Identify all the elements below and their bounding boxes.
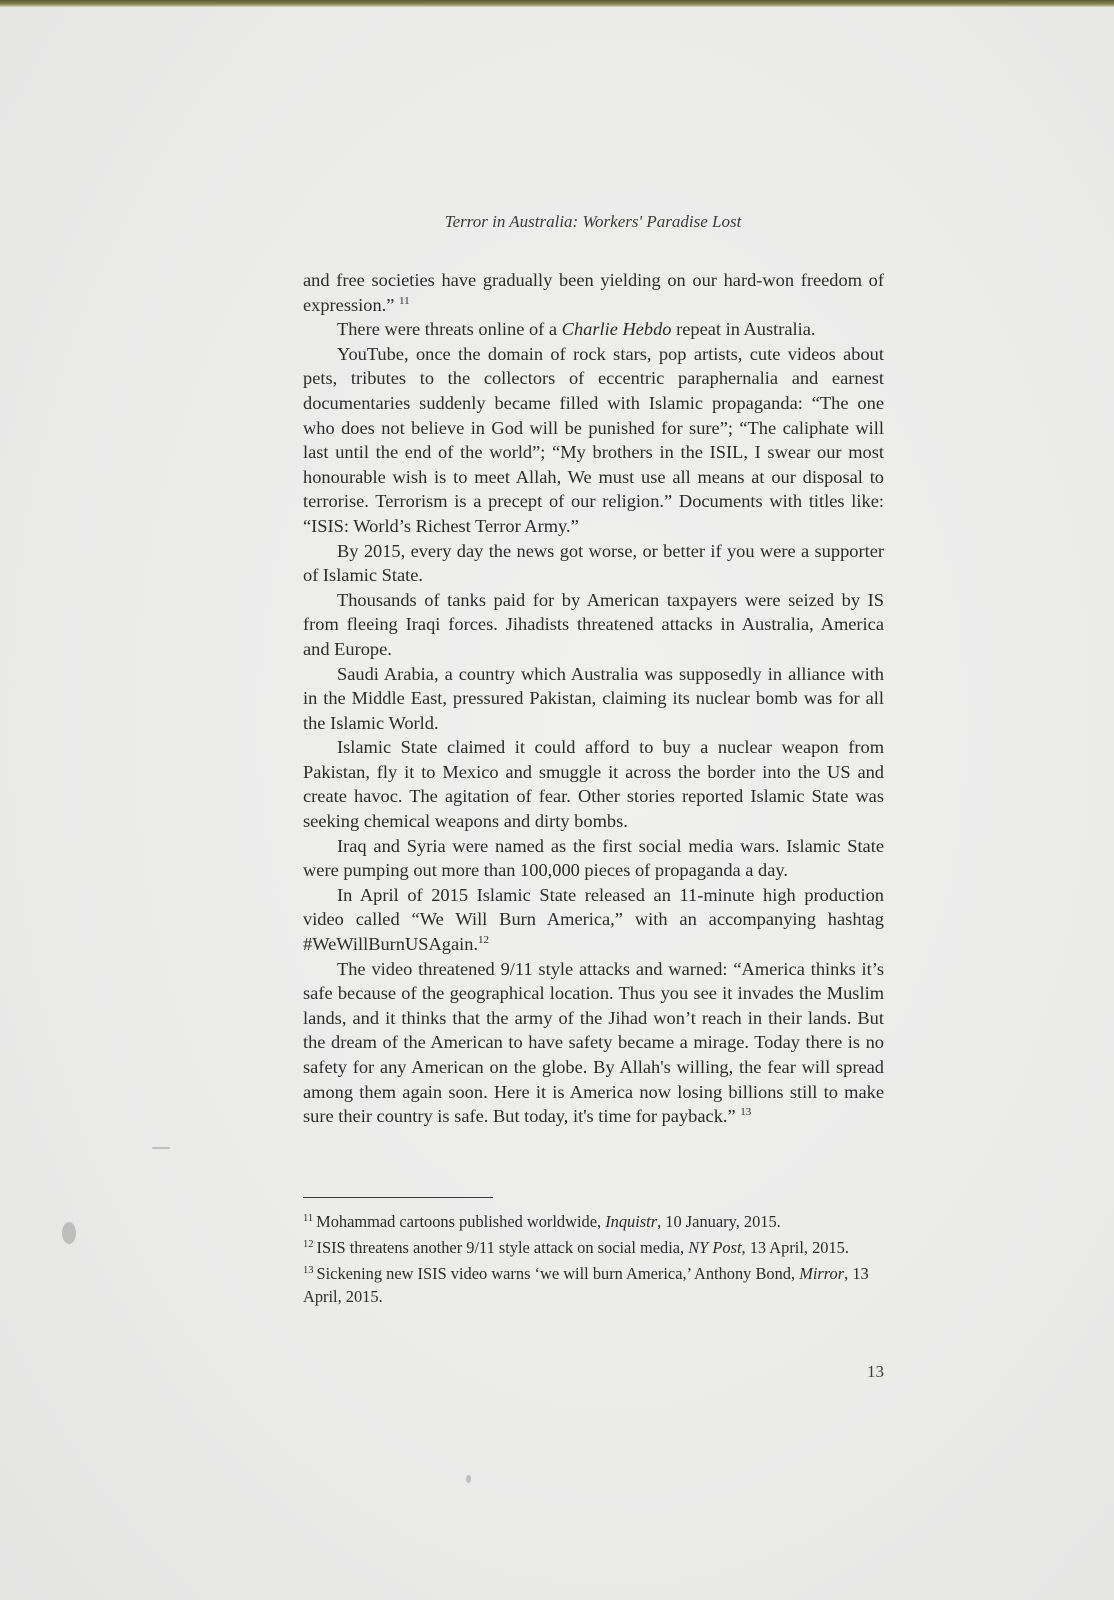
paragraph: Thousands of tanks paid for by American taxpayers were seized by IS from fleeing Iraqi forces. Jihadists threatened attacks in Australia, America and Europe.	[303, 589, 884, 659]
footnote-number: 12	[303, 1239, 314, 1250]
paragraph-text: repeat in Australia.	[671, 319, 816, 340]
footnote-reference: 12	[478, 934, 490, 947]
paragraph: Islamic State claimed it could afford to buy a nuclear weapon from Pakistan, fly it to Mexico and smuggle it across the border into the US and create havoc. The agitation of fear. Other stories reported Islamic State was seeking chemical weapons and dirty bombs.	[303, 737, 884, 832]
footnote-text: , 10 January, 2015.	[657, 1212, 781, 1231]
paragraph-text: The video threatened 9/11 style attacks and warned: “America thinks it’s safe because of the geographical location. Thus you see it invades the Muslim lands, and it thinks that the army of the Jihad won’t reach in their lands. But the dream of the American to have safety became a mirage. Today there is no safety for any American on the globe. By Allah's willing, the fear will spread among them again soon. Here it is America now losing billions still to make sure their country is safe. But today, it's time for payback.”	[303, 958, 884, 1127]
paragraph-text: There were threats online of a	[337, 319, 562, 340]
paragraph	[303, 957, 884, 1129]
scan-top-edge	[0, 0, 1114, 7]
footnote-text: , 13 April, 2015.	[303, 1264, 869, 1306]
paragraph-text: and free societies have gradually been yielding on our hard-won freedom of expression.”	[303, 270, 884, 315]
footnote-separator	[303, 1197, 493, 1198]
scan-speck	[152, 1147, 170, 1149]
publication-title: Charlie Hebdo	[561, 319, 672, 340]
footnote	[303, 1236, 884, 1259]
source-title: NY Post	[688, 1238, 742, 1257]
footnote-number: 11	[303, 1213, 314, 1224]
scan-speck	[466, 1475, 471, 1483]
footnote-text: ISIS threatens another 9/11 style attack on social media,	[316, 1238, 689, 1257]
running-head: Terror in Australia: Workers' Paradise Lost	[444, 212, 742, 231]
paragraph: By 2015, every day the news got worse, or better if you were a supporter of Islamic State.	[303, 540, 884, 586]
page-number: 13	[867, 1362, 884, 1381]
paragraph	[303, 317, 884, 342]
paragraph: YouTube, once the domain of rock stars, pop artists, cute videos about pets, tributes to the collectors of eccentric paraphernalia and earnest documentaries suddenly became filled with Islamic propaganda: “The one who does not believe in God will be punished for sure”; “The caliphate will last until the end of the world”; “My brothers in the ISIL, I swear our most honourable wish is to meet Allah, We must use all means at our disposal to terrorise. Terrorism is a precept of our religion.” Documents with titles like: “ISIS: World’s Richest Terror Army.”	[303, 343, 884, 536]
footnote	[303, 1210, 884, 1233]
paragraph-text: In April of 2015 Islamic State released an 11-minute high production video called “We Will Burn America,” with an accompanying hashtag #WeWillBurnUSAgain.	[303, 884, 884, 955]
main-text	[303, 268, 884, 1129]
footnote-text: Sickening new ISIS video warns ‘we will burn America,’ Anthony Bond,	[316, 1264, 800, 1283]
footnote-reference: 11	[399, 294, 410, 307]
footnote-text: , 13 April, 2015.	[741, 1238, 849, 1257]
paragraph	[303, 883, 884, 957]
footnote-reference: 13	[740, 1106, 752, 1119]
source-title: Mirror	[799, 1264, 845, 1283]
paragraph: Saudi Arabia, a country which Australia was supposedly in alliance with in the Middle East, pressured Pakistan, claiming its nuclear bomb was for all the Islamic World.	[303, 663, 884, 733]
footnote	[303, 1262, 884, 1308]
scan-speck	[62, 1222, 76, 1244]
source-title: Inquistr	[605, 1212, 658, 1231]
paragraph	[303, 268, 884, 317]
footnote-number: 13	[303, 1265, 314, 1276]
paragraph: Iraq and Syria were named as the first social media wars. Islamic State were pumping out more than 100,000 pieces of propaganda a day.	[303, 835, 884, 881]
footnote-text: Mohammad cartoons published worldwide,	[316, 1212, 606, 1231]
footnotes	[303, 1210, 884, 1311]
